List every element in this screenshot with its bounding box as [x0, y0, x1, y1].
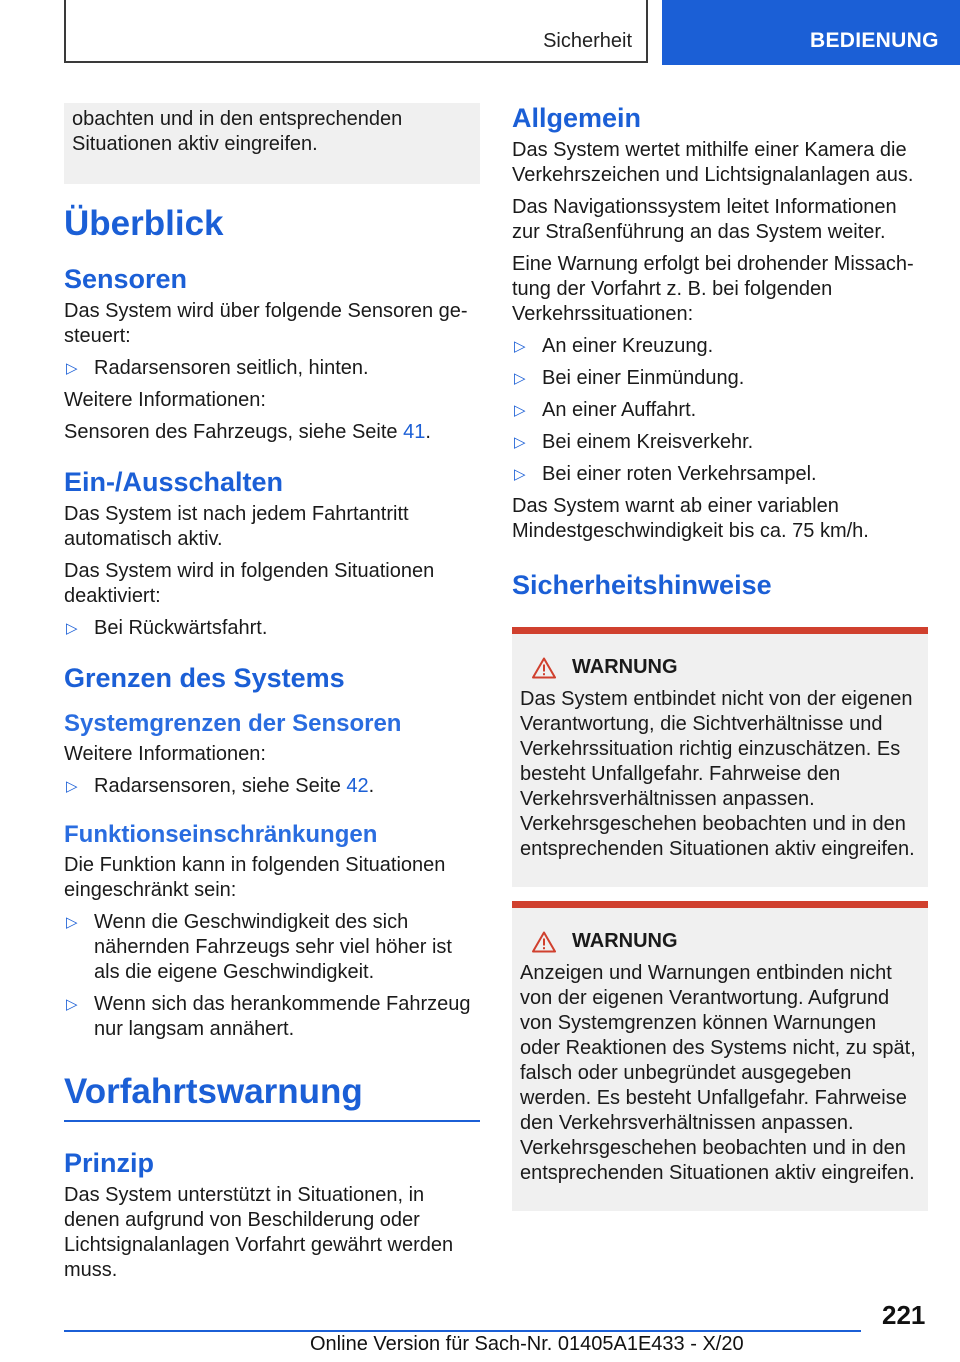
list-item — [512, 462, 928, 487]
funktion-text: Die Funktion kann in folgenden Situationen eingeschränkt sein: — [64, 854, 446, 901]
header-tab-label: BEDIENUNG — [810, 29, 939, 52]
allgemein-text-3: Eine Warnung erfolgt bei drohender Missachtung der Vorfahrt z. B. bei folgenden Verkehrssituationen: — [512, 253, 914, 325]
list-item-text: An einer Auffahrt. — [542, 399, 697, 421]
reference-text: Sensoren des Fahrzeugs, siehe Seite — [64, 421, 404, 443]
weitere-info-label: Weitere Informationen: — [64, 389, 266, 411]
list-item — [512, 398, 928, 423]
list-item-text: Bei einer roten Verkehrsampel. — [542, 463, 817, 485]
list-item-text: An einer Kreuzung. — [542, 335, 714, 357]
header-tab-bedienung[interactable] — [662, 0, 960, 65]
ein-text-1: Das System ist nach jedem Fahrtantritt automatisch aktiv. — [64, 503, 409, 550]
list-item — [64, 910, 480, 985]
heading-ein-ausschalten: Ein-/Ausschalten — [64, 467, 284, 497]
bullet-icon: ▷ — [514, 338, 526, 355]
page-link-41[interactable]: 41 — [403, 421, 426, 443]
warning-box-2 — [512, 901, 928, 1211]
continued-warning-box — [64, 103, 480, 184]
heading-allgemein: Allgemein — [512, 103, 642, 133]
bullet-icon: ▷ — [514, 466, 526, 483]
heading-prinzip: Prinzip — [64, 1148, 155, 1178]
warning-text: Das System entbindet nicht von der eigenen Verantwortung, die Sichtverhältnisse und Verkehrssituation richtig einzuschätzen. Es besteht Unfallgefahr. Fahrweise den Verkehrsverhältnissen anpassen. Verkehrsgeschehen beobachten und in den entsprechenden Situationen aktiv eingreifen. — [520, 688, 915, 860]
list-item — [64, 774, 480, 799]
bullet-icon: ▷ — [514, 434, 526, 451]
list-item-text: Bei einer Einmündung. — [542, 367, 745, 389]
header-section-title: Sicherheit — [543, 30, 632, 52]
page-number: 221 — [882, 1300, 926, 1330]
allgemein-text-2: Das Navigationssystem leitet Informationen zur Straßenführung an das System weiter. — [512, 196, 897, 243]
list-item — [512, 430, 928, 455]
list-item-text: Bei einem Kreisverkehr. — [542, 431, 754, 453]
page-link-42[interactable]: 42 — [346, 775, 369, 797]
bullet-icon: ▷ — [66, 996, 78, 1013]
warning-triangle-icon — [532, 931, 556, 953]
list-item — [512, 334, 928, 359]
warning-header — [520, 656, 920, 679]
list-item-text: Bei Rückwärtsfahrt. — [94, 617, 268, 639]
weitere-info-label: Weitere Informationen: — [64, 743, 266, 765]
list-item — [64, 992, 480, 1042]
list-item — [512, 366, 928, 391]
bullet-icon: ▷ — [66, 360, 78, 377]
list-item-text: Wenn sich das herankommende Fahrzeug nur langsam annähert. — [94, 993, 471, 1040]
left-column — [64, 103, 480, 1290]
continued-text: obachten und in den entsprechenden Situationen aktiv eingreifen. — [72, 108, 403, 155]
footer-divider — [64, 1330, 861, 1332]
bullet-icon: ▷ — [66, 620, 78, 637]
allgemein-text-1: Das System wertet mithilfe einer Kamera die Verkehrszeichen und Lichtsignalanlagen aus. — [512, 139, 914, 186]
sensoren-reference: Sensoren des Fahrzeugs, siehe Seite 41. — [64, 421, 431, 443]
heading-sensoren: Sensoren — [64, 264, 188, 294]
allgemein-text-4: Das System warnt ab einer variablen Mindestgeschwindigkeit bis ca. 75 km/h. — [512, 495, 869, 542]
warning-triangle-icon — [532, 657, 556, 679]
list-item-text: Wenn die Geschwindigkeit des sich nähernden Fahrzeugs sehr viel höher ist als die eigene Geschwindigkeit. — [94, 911, 452, 983]
ein-text-2: Das System wird in folgenden Situationen deaktiviert: — [64, 560, 435, 607]
list-item — [64, 356, 480, 381]
heading-systemgrenzen: Systemgrenzen der Sensoren — [64, 710, 402, 737]
footer-online-version: Online Version für Sach-Nr. 01405A1E433 - X/20 — [310, 1333, 744, 1355]
sensoren-text: Das System wird über folgende Sensoren gesteuert: — [64, 300, 468, 347]
heading-ueberblick: Überblick — [64, 204, 224, 243]
heading-sicherheitshinweise: Sicherheitshinweise — [512, 570, 772, 600]
list-item-text: Radarsensoren seitlich, hinten. — [94, 357, 369, 379]
bullet-icon: ▷ — [66, 914, 78, 931]
list-item-text: Radarsensoren, siehe Seite 42. — [94, 775, 375, 797]
bullet-icon: ▷ — [514, 370, 526, 387]
right-column — [512, 103, 928, 1211]
bullet-icon: ▷ — [66, 778, 78, 795]
warning-title: WARNUNG — [572, 656, 678, 678]
prinzip-text: Das System unterstützt in Situationen, in denen aufgrund von Beschilderung oder Lichtsignalanlagen Vorfahrt gewährt werden muss. — [64, 1184, 454, 1281]
header-section-box — [64, 0, 648, 63]
warning-header — [520, 930, 920, 953]
warning-box-1 — [512, 627, 928, 887]
bullet-icon: ▷ — [514, 402, 526, 419]
heading-grenzen: Grenzen des Systems — [64, 663, 345, 693]
warning-title: WARNUNG — [572, 930, 678, 952]
warning-text: Anzeigen und Warnungen entbinden nicht von der eigenen Verantwortung. Aufgrund von Systemgrenzen können Warnungen oder Reaktionen des Systems nicht, zu spät, falsch oder unbegründet ausgegeben werden. Es besteht Unfallgefahr. Fahrweise den Verkehrsverhältnissen anpassen. Verkehrsgeschehen beobachten und in den entsprechenden Situationen aktiv eingreifen. — [520, 962, 916, 1184]
reference-text: Radarsensoren, siehe Seite — [94, 775, 347, 797]
list-item — [64, 616, 480, 641]
heading-funktionseinschraenkungen: Funktionseinschränkungen — [64, 821, 378, 848]
heading-vorfahrtswarnung: Vorfahrtswarnung — [64, 1072, 480, 1122]
